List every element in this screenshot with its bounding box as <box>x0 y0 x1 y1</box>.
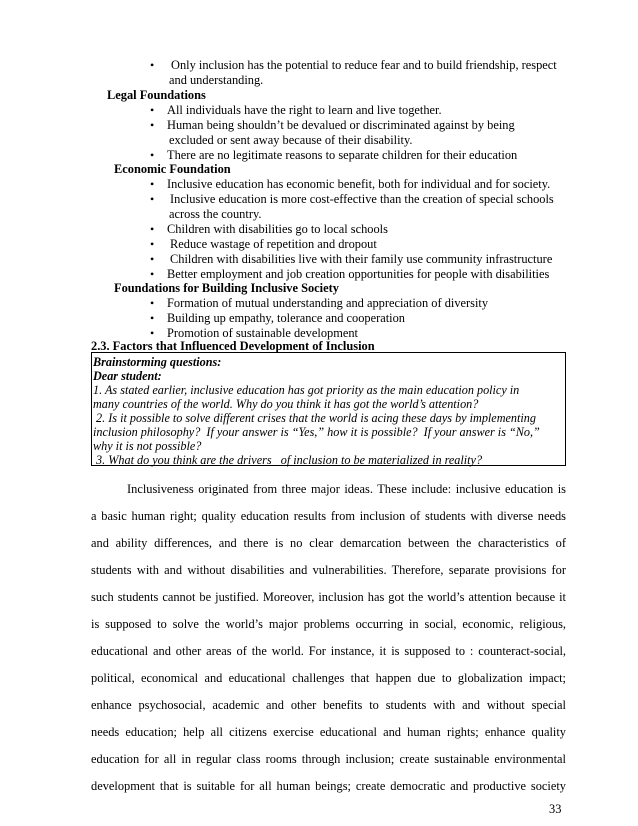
paragraph-line: such students cannot be justified. Moreover, inclusion has got the world’s attention because it <box>91 590 566 604</box>
bullet-text: There are no legitimate reasons to separate children for their education <box>167 148 518 162</box>
question-line: many countries of the world. Why do you think it has got the world’s attention? <box>93 397 479 411</box>
question-line: inclusion philosophy? If your answer is “Yes,” how it is possible? If your answer is “No,” <box>93 425 540 439</box>
paragraph-line: and ability differences, and there is no clear demarcation between the characteristics of <box>91 536 566 550</box>
paragraph-line: a basic human right; quality education results from inclusion of students with diverse needs <box>91 509 566 523</box>
bullet-text: Formation of mutual understanding and appreciation of diversity <box>167 296 489 310</box>
bullet-icon: • <box>150 103 155 117</box>
bullet-text: Children with disabilities go to local schools <box>167 222 388 236</box>
bullet-icon: • <box>150 118 155 132</box>
question-line: 2. Is it possible to solve different crises that the world is acing these days by implementing <box>93 411 536 425</box>
paragraph-line: enhance psychosocial, academic and other benefits to students with and without special <box>91 698 566 712</box>
bullet-text: All individuals have the right to learn and live together. <box>167 103 442 117</box>
bullet-text: Building up empathy, tolerance and cooperation <box>167 311 405 325</box>
building-society-heading: Foundations for Building Inclusive Society <box>114 281 339 295</box>
bullet-icon: • <box>150 267 155 281</box>
bullet-text-continued: across the country. <box>169 207 262 221</box>
paragraph-line: education for all in regular class rooms through inclusion; create sustainable environmental <box>91 752 566 766</box>
bullet-icon: • <box>150 237 155 251</box>
question-line: why it is not possible? <box>93 439 202 453</box>
paragraph-line: students with and without disabilities and vulnerabilities. Therefore, separate provisions for <box>91 563 566 577</box>
economic-foundation-heading: Economic Foundation <box>114 162 231 176</box>
bullet-icon: • <box>150 148 155 162</box>
bullet-text: Children with disabilities live with their family use community infrastructure <box>170 252 553 266</box>
bullet-icon: • <box>150 311 155 325</box>
bullet-icon: • <box>150 192 155 206</box>
bullet-icon: • <box>150 326 155 340</box>
brainstorming-box <box>91 352 566 466</box>
bullet-text: Inclusive education is more cost-effective than the creation of special schools <box>170 192 554 206</box>
bullet-text: Only inclusion has the potential to reduce fear and to build friendship, respect <box>171 58 557 72</box>
bullet-icon: • <box>150 252 155 266</box>
question-line: 1. As stated earlier, inclusive education has got priority as the main education policy in <box>93 383 520 397</box>
section-heading: 2.3. Factors that Influenced Development of Inclusion <box>91 339 375 353</box>
bullet-text: Better employment and job creation opportunities for people with disabilities <box>167 267 550 281</box>
paragraph-line: is supposed to solve the world’s major problems occurring in social, economic, religious, <box>91 617 566 631</box>
paragraph-line: needs education; help all citizens exercise educational and human rights; enhance quality <box>91 725 566 739</box>
brainstorming-salutation: Dear student: <box>93 369 162 383</box>
brainstorming-title: Brainstorming questions: <box>93 355 222 369</box>
paragraph-line: educational and other areas of the world. For instance, it is supposed to : counteract-social, <box>91 644 566 658</box>
paragraph-line: political, economical and educational challenges that happen due to globalization impact; <box>91 671 566 685</box>
bullet-text-continued: and understanding. <box>169 73 264 87</box>
page-number: 33 <box>549 802 562 816</box>
bullet-icon: • <box>150 222 155 236</box>
paragraph-line: development that is suitable for all human beings; create democratic and productive society <box>91 779 566 793</box>
bullet-text: Human being shouldn’t be devalued or discriminated against by being <box>167 118 515 132</box>
bullet-icon: • <box>150 296 155 310</box>
bullet-text: Reduce wastage of repetition and dropout <box>170 237 377 251</box>
bullet-icon: • <box>150 177 155 191</box>
bullet-text: Inclusive education has economic benefit, both for individual and for society. <box>167 177 551 191</box>
bullet-text: Promotion of sustainable development <box>167 326 358 340</box>
bullet-text-continued: excluded or sent away because of their disability. <box>169 133 413 147</box>
legal-foundations-heading: Legal Foundations <box>107 88 206 102</box>
question-line: 3. What do you think are the drivers of inclusion to be materialized in reality? <box>93 453 483 467</box>
bullet-icon: • <box>150 58 155 72</box>
paragraph-line: Inclusiveness originated from three major ideas. These include: inclusive education is <box>127 482 566 496</box>
